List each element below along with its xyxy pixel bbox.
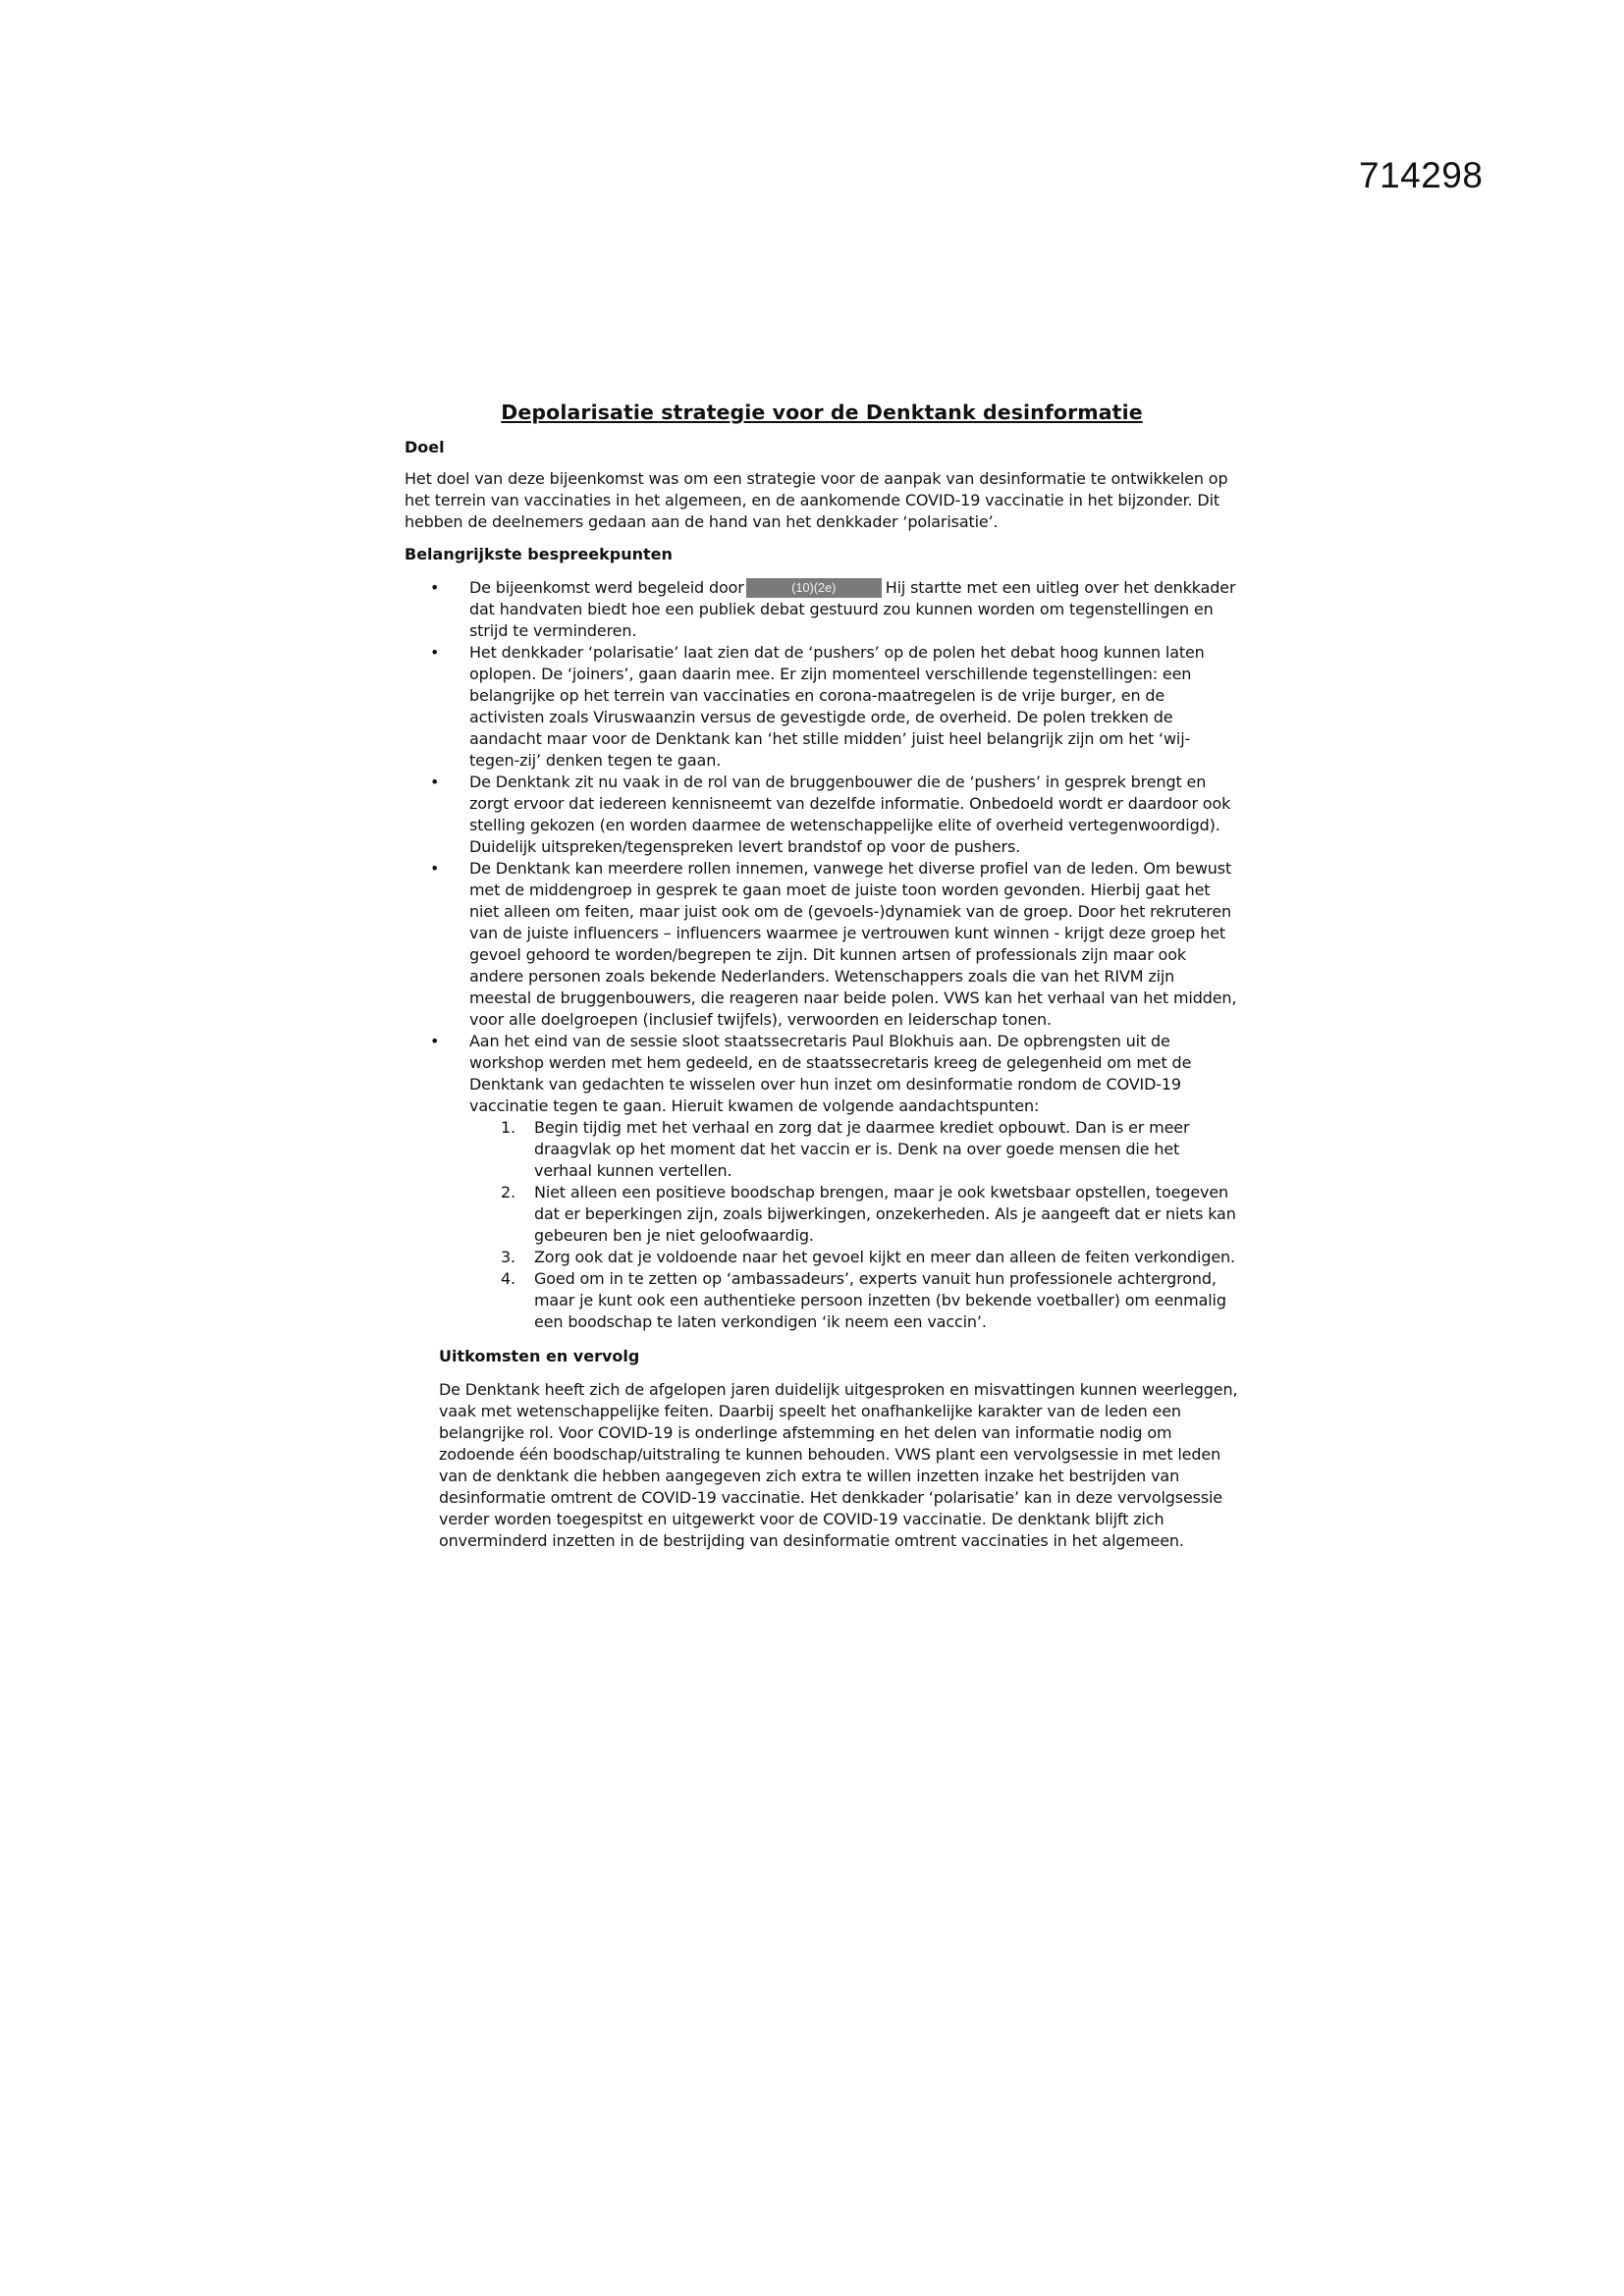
- numbered-list: [469, 1117, 1239, 1333]
- numbered-item: [501, 1117, 1239, 1182]
- heading-uitkomsten: Uitkomsten en vervolg: [439, 1347, 640, 1365]
- list-item: [430, 772, 1239, 858]
- bullet-icon: •: [430, 1032, 440, 1050]
- item-text: Niet alleen een positieve boodschap brengen, maar je ook kwetsbaar opstellen, toegeven dat er beperkingen zijn, zoals bijwerkingen, onzekerheden. Als je aangeeft dat er niets kan gebeuren ben je niet geloofwaardig.: [534, 1183, 1236, 1245]
- numbered-item: [501, 1268, 1239, 1333]
- item-number: 1.: [501, 1118, 515, 1137]
- list-item: [430, 577, 1239, 642]
- document-number: 714298: [1359, 155, 1484, 195]
- numbered-item: [501, 1247, 1239, 1268]
- item-number: 3.: [501, 1248, 515, 1266]
- bullet-text-before-redaction: De bijeenkomst werd begeleid door: [469, 578, 744, 597]
- document-page: [405, 400, 1239, 1564]
- bullet-icon: •: [430, 859, 440, 878]
- bullet-text: De Denktank kan meerdere rollen innemen, vanwege het diverse profiel van de leden. Om bewust met de middengroep in gesprek te gaan moet de juiste toon worden gevonden. Hierbij gaat het niet alleen om feiten, maar juist ook om de (gevoels-)dynamiek van de groep. Door het rekruteren van de juiste influencers – influencers waarmee je vertrouwen kunt winnen - krijgt deze groep het gevoel gehoord te worden/begrepen te zijn. Dit kunnen artsen of professionals zijn maar ook andere personen zoals bekende Nederlanders. Wetenschappers zoals die van het RIVM zijn meestal de bruggenbouwers, die reageren naar beide polen. VWS kan het verhaal van het midden, voor alle doelgroepen (inclusief twijfels), verwoorden en leiderschap tonen.: [469, 859, 1237, 1029]
- bullet-text-after-redaction: Hij startte met een uitleg over het denkkader dat handvaten biedt hoe een publiek debat gestuurd zou kunnen worden om tegenstellingen en strijd te verminderen.: [469, 578, 1236, 640]
- bullet-text: Het denkkader ‘polarisatie’ laat zien dat de ‘pushers’ op de polen het debat hoog kunnen laten oplopen. De ‘joiners’, gaan daarin mee. Er zijn momenteel verschillende tegenstellingen: een belangrijke op het terrein van vaccinaties en corona-maatregelen is de vrije burger, en de activisten zoals Viruswaanzin versus de gevestigde orde, de overheid. De polen trekken de aandacht maar voor de Denktank kan ‘het stille midden’ juist heel belangrijk zijn om het ‘wij-tegen-zij’ denken tegen te gaan.: [469, 643, 1205, 770]
- item-text: Zorg ook dat je voldoende naar het gevoel kijkt en meer dan alleen de feiten verkondigen.: [534, 1248, 1235, 1266]
- item-text: Begin tijdig met het verhaal en zorg dat je daarmee krediet opbouwt. Dan is er meer draagvlak op het moment dat het vaccin er is. Denk na over goede mensen die het verhaal kunnen vertellen.: [534, 1118, 1190, 1180]
- bullet-icon: •: [430, 773, 440, 791]
- heading-doel: Doel: [405, 438, 445, 456]
- item-text: Goed om in te zetten op ‘ambassadeurs’, experts vanuit hun professionele achtergrond, maar je kunt ook een authentieke persoon inzetten (bv bekende voetballer) om eenmalig een boodschap te laten verkondigen ‘ik neem een vaccin’.: [534, 1269, 1226, 1331]
- redaction-box: (10)(2e): [746, 578, 882, 598]
- paragraph-doel: Het doel van deze bijeenkomst was om een strategie voor de aanpak van desinformatie te ontwikkelen op het terrein van vaccinaties in het algemeen, en de aankomende COVID-19 vaccinatie in het bijzonder. Dit hebben de deelnemers gedaan aan de hand van het denkkader ‘polarisatie’.: [405, 469, 1228, 531]
- bullet-text: De Denktank zit nu vaak in de rol van de bruggenbouwer die de ‘pushers’ in gesprek brengt en zorgt ervoor dat iedereen kennisneemt van dezelfde informatie. Onbedoeld wordt er daardoor ook stelling gekozen (en worden daarmee de wetenschappelijke elite of overheid vertegenwoordigd). Duidelijk uitspreken/tegenspreken levert brandstof op voor de pushers.: [469, 773, 1231, 856]
- item-number: 4.: [501, 1269, 515, 1288]
- section-uitkomsten: [439, 1347, 1239, 1552]
- paragraph-uitkomsten: De Denktank heeft zich de afgelopen jaren duidelijk uitgesproken en misvattingen kunnen weerleggen, vaak met wetenschappelijke feiten. Daarbij speelt het onafhankelijke karakter van de leden een belangrijke rol. Voor COVID-19 is onderlinge afstemming en het delen van informatie nodig om zodoende één boodschap/uitstraling te kunnen behouden. VWS plant een vervolgsessie in met leden van de denktank die hebben aangegeven zich extra te willen inzetten inzake het bestrijden van desinformatie omtrent de COVID-19 vaccinatie. Het denkkader ‘polarisatie’ kan in deze vervolgsessie verder worden toegespitst en uitgewerkt voor de COVID-19 vaccinatie. De denktank blijft zich onverminderd inzetten in de bestrijding van desinformatie omtrent vaccinaties in het algemeen.: [439, 1380, 1238, 1550]
- document-title: Depolarisatie strategie voor de Denktank desinformatie: [501, 400, 1143, 424]
- bullet-icon: •: [430, 578, 440, 597]
- list-item: [430, 1031, 1239, 1333]
- list-item: [430, 642, 1239, 772]
- list-item: [430, 858, 1239, 1031]
- item-number: 2.: [501, 1183, 515, 1201]
- heading-bespreekpunten: Belangrijkste bespreekpunten: [405, 545, 673, 563]
- bullet-text: Aan het eind van de sessie sloot staatssecretaris Paul Blokhuis aan. De opbrengsten uit de workshop werden met hem gedeeld, en de staatssecretaris kreeg de gelegenheid om met de Denktank van gedachten te wisselen over hun inzet om desinformatie rondom de COVID-19 vaccinatie tegen te gaan. Hieruit kwamen de volgende aandachtspunten:: [469, 1032, 1192, 1115]
- numbered-item: [501, 1182, 1239, 1247]
- bullet-icon: •: [430, 643, 440, 662]
- bullet-list: [405, 577, 1239, 1333]
